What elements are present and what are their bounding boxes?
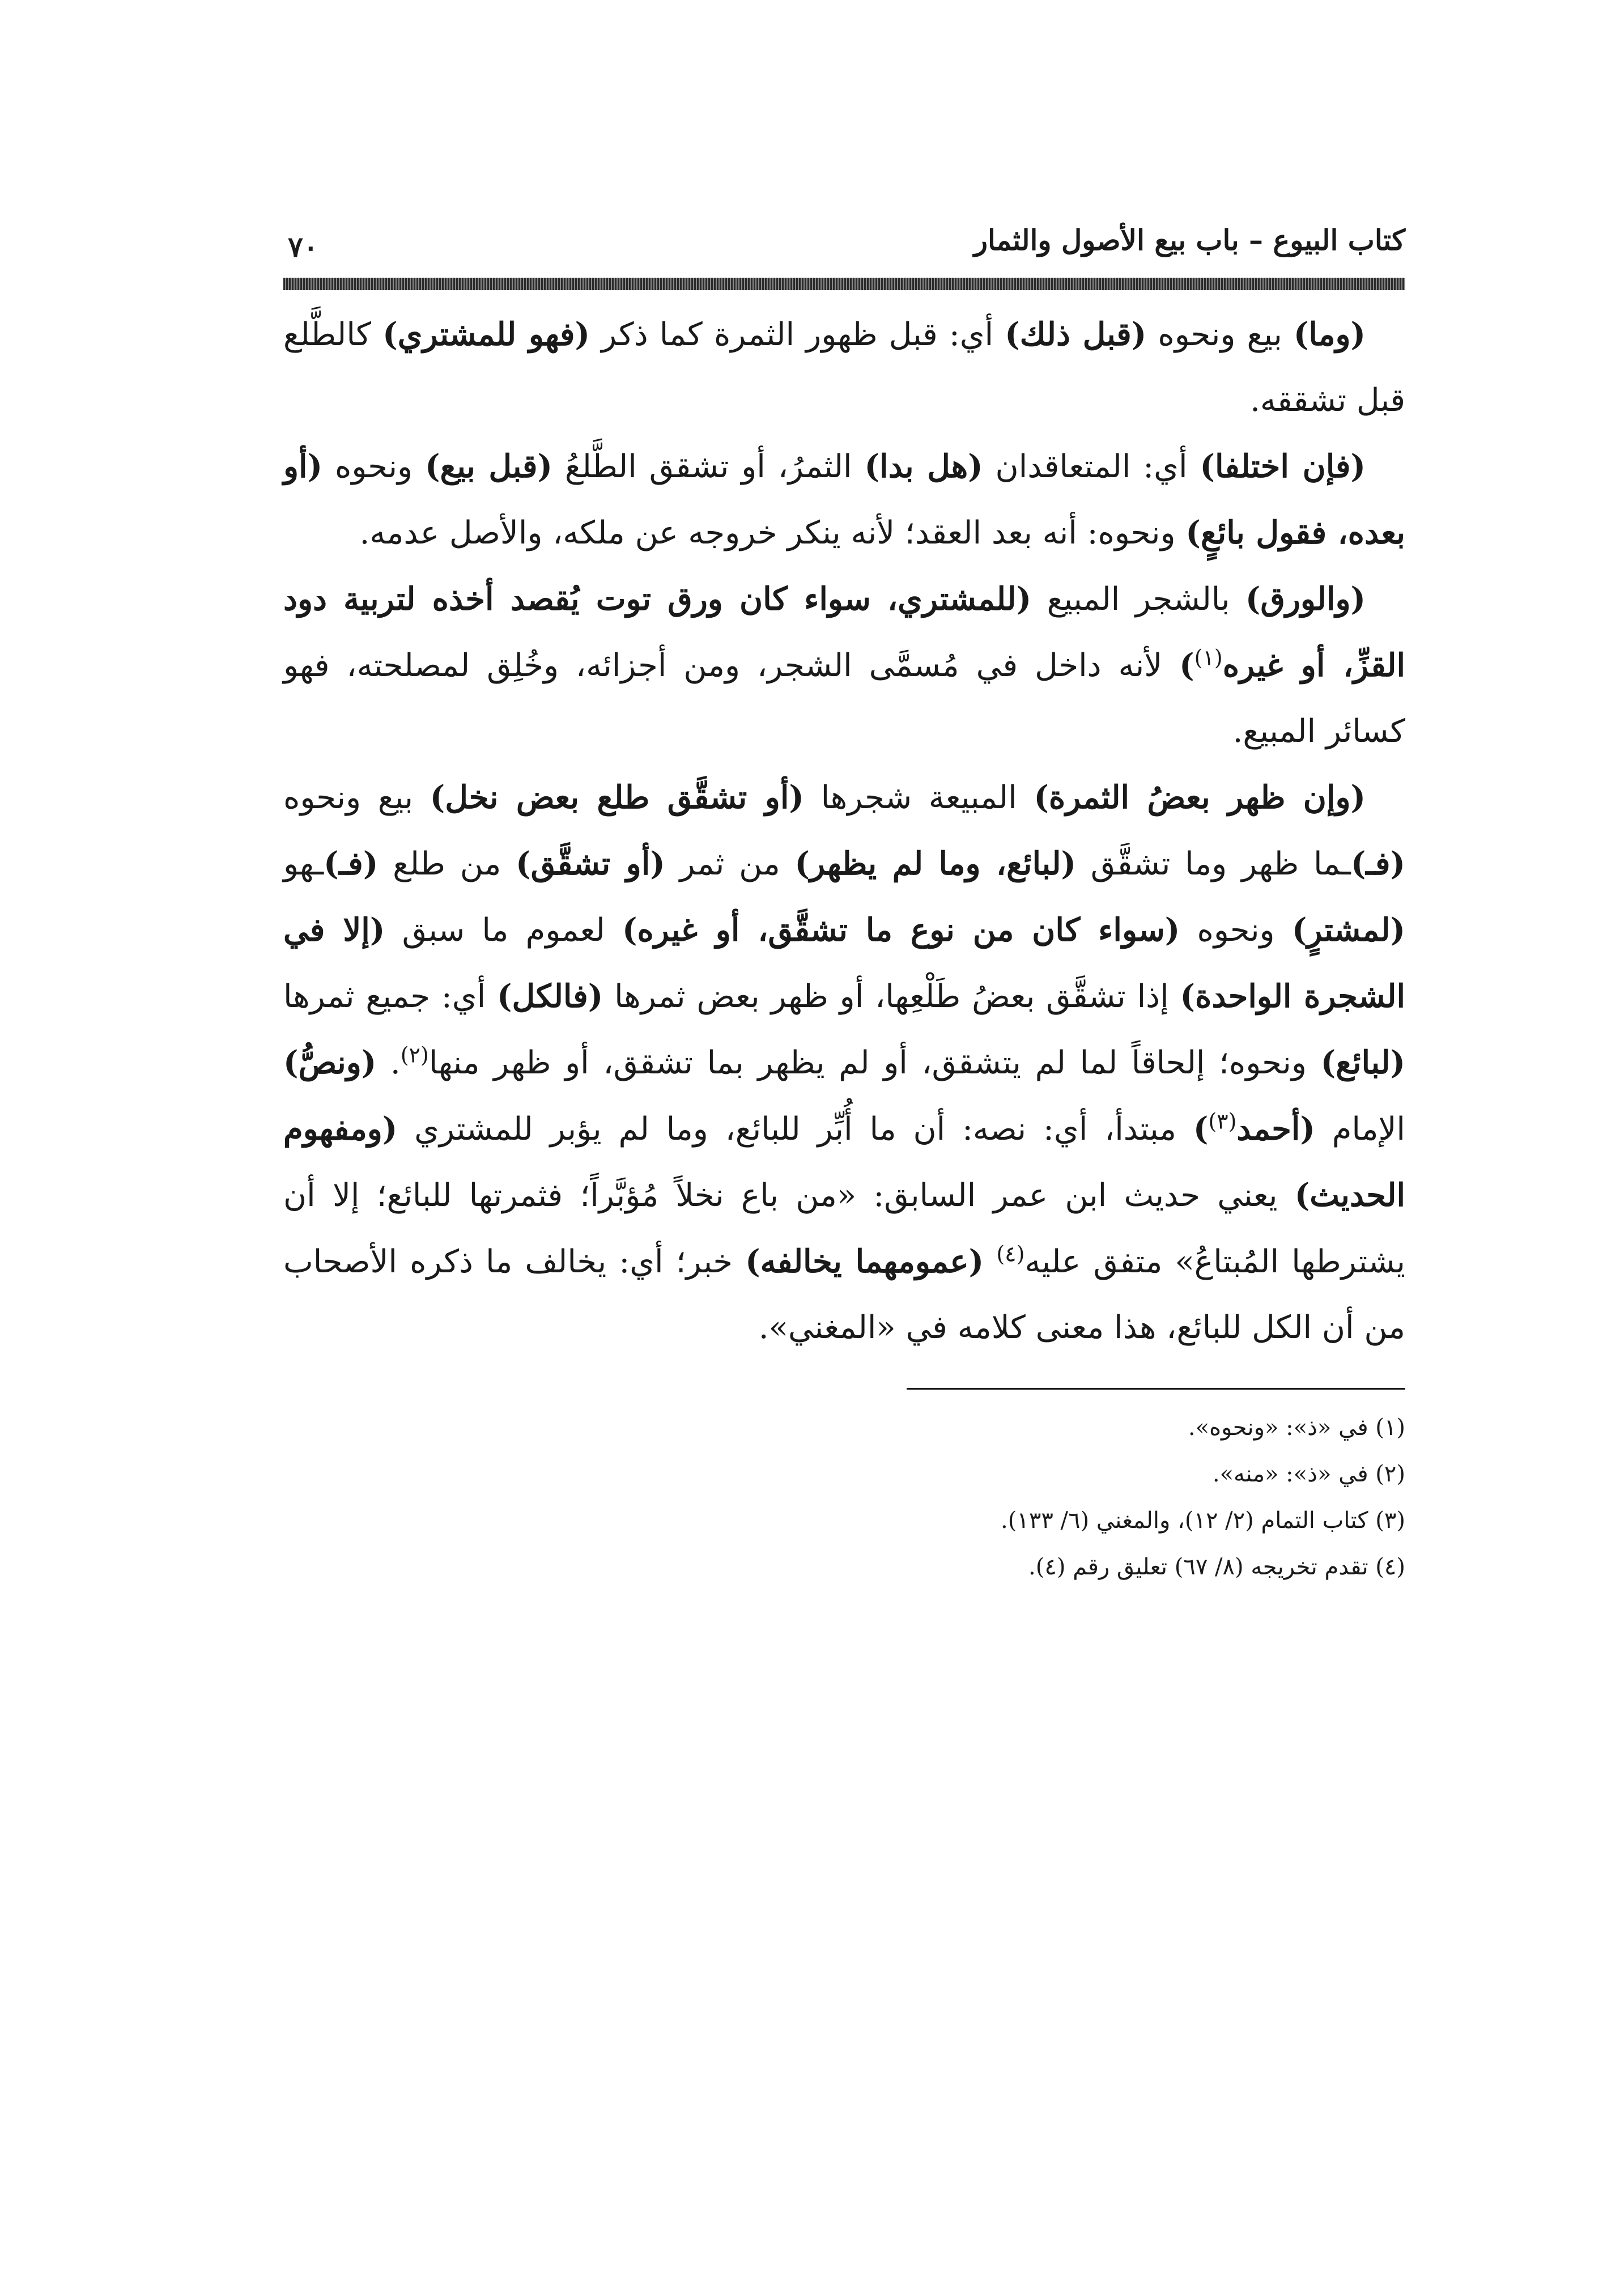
commentary-text: ونحوه xyxy=(322,448,425,485)
commentary-text: كالطَّلع قبل تشققه. xyxy=(283,316,1405,419)
matn-text: (للمشتري، سواء كان ورق توت يُقصد أخذه لتربية دود القزِّ، أو غيره xyxy=(283,580,1406,684)
header-title: كتاب البيوع – باب بيع الأصول والثمار xyxy=(973,223,1405,257)
footnote-separator xyxy=(907,1388,1405,1390)
header-rule xyxy=(283,278,1405,290)
footnote-marker: (٢) xyxy=(400,1042,429,1068)
footnote-2: (٢) في «ذ»: «منه». xyxy=(1212,1461,1405,1487)
commentary-text: لأنه داخل في مُسمَّى الشجر، ومن أجزائه، وخُلِق لمصلحته، فهو كسائر المبيع. xyxy=(283,647,1405,750)
commentary-text: أي: قبل ظهور الثمرة كما ذكر xyxy=(590,316,1005,353)
commentary-text: المبيعة شجرها xyxy=(804,779,1034,816)
matn-text: (فالكل) xyxy=(497,978,603,1015)
matn-text: (وما) xyxy=(1293,316,1366,353)
page-number: ٧٠ xyxy=(288,230,318,264)
commentary-text: بيع ونحوه xyxy=(283,779,430,816)
matn-text: (سواء كان من نوع ما تشقَّق، أو غيره) xyxy=(622,911,1180,949)
matn-text: (أو بعده، فقول بائعٍ) xyxy=(283,448,1405,551)
commentary-text: خبر؛ أي: يخالف ما ذكره الأصحاب من أن الكل للبائع، هذا معنى كلامه في «المغني». xyxy=(283,1243,1405,1346)
commentary-text: أي: جميع ثمرها xyxy=(283,978,498,1015)
footnote-3: (٣) كتاب التمام (٢/ ١٢)، والمغني (٦/ ١٣٣). xyxy=(1001,1508,1405,1534)
commentary-text: بيع ونحوه xyxy=(1146,316,1294,353)
footnote-marker: (٣) xyxy=(1208,1109,1237,1134)
commentary-text: لعموم ما سبق xyxy=(385,912,622,949)
main-text xyxy=(283,302,1405,1361)
matn-text: (قبل ذلك) xyxy=(1005,316,1147,353)
matn-text: (أحمد xyxy=(1236,1110,1315,1148)
matn-text: (قبل بيع) xyxy=(425,448,552,485)
footnote-marker: (١) xyxy=(1194,645,1223,670)
matn-text: (أو تشقَّق طلع بعض نخل) xyxy=(430,779,804,816)
book-page xyxy=(283,215,1405,1590)
matn-text: (لبائع) xyxy=(1320,1044,1405,1081)
commentary-text: من طلع xyxy=(378,846,516,882)
commentary-text: مبتدأ، أي: نصه: أن ما أُبِّر للبائع، وما لم يؤبر للمشتري xyxy=(397,1111,1193,1148)
commentary-text: ونحوه xyxy=(1180,912,1292,949)
commentary-text: بالشجر المبيع xyxy=(1031,581,1245,618)
matn-text: (فـ) xyxy=(1350,845,1405,882)
commentary-text: ونحوه: أنه بعد العقد؛ لأنه ينكر خروجه عن ملكه، والأصل عدمه. xyxy=(359,515,1186,551)
paragraph xyxy=(283,566,1405,765)
matn-text: (فـ) xyxy=(324,845,379,882)
matn-text: (لبائع، وما لم يظهر) xyxy=(794,845,1077,882)
matn-text: (عمومهما يخالفه) xyxy=(745,1243,984,1280)
matn-text: (هل بدا) xyxy=(864,448,983,485)
commentary-text: إذا تشقَّق بعضُ طَلْعِها، أو ظهر بعض ثمرها xyxy=(603,978,1180,1015)
commentary-text: ـهو xyxy=(283,846,324,882)
matn-text: (وإن ظهر بعضُ الثمرة) xyxy=(1034,779,1366,816)
footnote-4: (٤) تقدم تخريجه (٨/ ٦٧) تعليق رقم (٤). xyxy=(1028,1554,1405,1580)
paragraph xyxy=(283,434,1405,566)
commentary-text: . xyxy=(376,1044,401,1081)
commentary-text: من ثمر xyxy=(665,846,795,882)
footnote-marker: (٤) xyxy=(996,1241,1025,1267)
matn-text: ) xyxy=(1193,1110,1209,1148)
commentary-text: ـما ظهر وما تشقَّق xyxy=(1076,846,1351,882)
commentary-text: يعني حديث ابن عمر السابق: «من باع نخلاً مُؤبَّراً؛ فثمرتها للبائع؛ إلا أن يشترطها المُبتاعُ» متفق عليه xyxy=(283,1177,1405,1280)
matn-text: (لمشترٍ) xyxy=(1291,911,1406,949)
commentary-text: ونحوه؛ إلحاقاً لما لم يتشقق، أو لم يظهر بما تشقق، أو ظهر منها xyxy=(428,1044,1321,1081)
paragraph xyxy=(283,765,1405,1361)
matn-text: (ونصُّ) xyxy=(283,1044,377,1081)
footnote-1: (١) في «ذ»: «ونحوه». xyxy=(1188,1415,1405,1441)
commentary-text: أي: المتعاقدان xyxy=(983,448,1200,485)
commentary-text: الإمام xyxy=(1315,1111,1405,1148)
matn-text: (والورق) xyxy=(1245,580,1366,618)
matn-text: ) xyxy=(1179,647,1194,684)
matn-text: (فهو للمشتري) xyxy=(382,316,590,353)
footnotes xyxy=(283,1404,1405,1590)
commentary-text: الثمرُ، أو تشقق الطَّلعُ xyxy=(552,448,865,485)
matn-text: (ومفهوم الحديث) xyxy=(283,1110,1405,1214)
commentary-text xyxy=(984,1243,996,1280)
matn-text: (فإن اختلفا) xyxy=(1200,448,1366,485)
paragraph xyxy=(283,302,1405,434)
matn-text: (إلا في الشجرة الواحدة) xyxy=(283,911,1405,1015)
matn-text: (أو تشقَّق) xyxy=(516,845,665,882)
running-header xyxy=(283,215,1405,278)
